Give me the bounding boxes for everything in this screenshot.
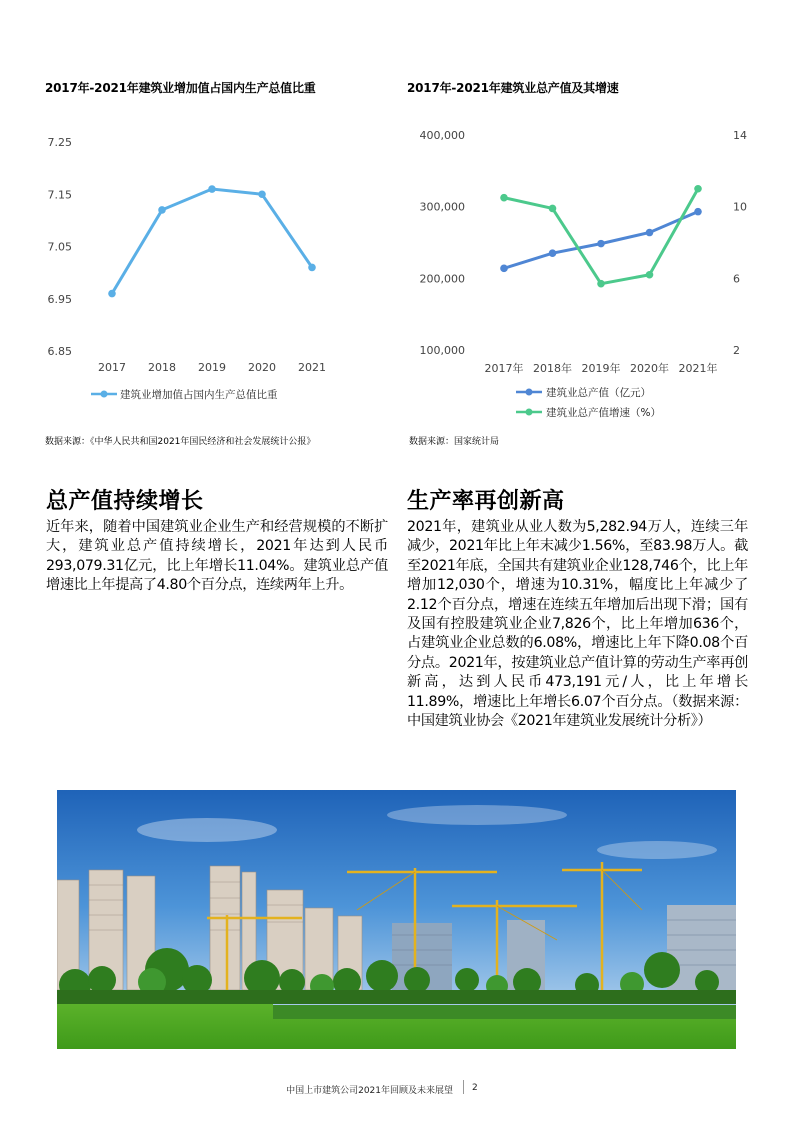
y-tick-label-left: 200,000 (419, 272, 465, 286)
y-tick-label-right: 2 (733, 344, 740, 357)
y-tick-label-right: 10 (733, 200, 747, 214)
data-point (694, 185, 702, 193)
legend-label: 建筑业增加值占国内生产总值比重 (120, 389, 278, 401)
y-tick-label: 6.95 (47, 292, 72, 306)
y-tick-label: 7.15 (47, 188, 72, 202)
x-tick-label: 2020年 (630, 362, 669, 375)
data-point (500, 194, 508, 202)
chart-title-gdp-share: 2017年-2021年建筑业增加值占国内生产总值比重 (45, 81, 316, 95)
section-heading-productivity: 生产率再创新高 (407, 489, 565, 514)
x-tick-label: 2018 (148, 361, 176, 374)
section-heading-output: 总产值持续增长 (46, 489, 204, 514)
y-tick-label-left: 400,000 (419, 129, 465, 142)
source-note-right: 数据来源：国家统计局 (409, 437, 500, 447)
legend-marker (526, 389, 533, 396)
x-tick-label: 2017年 (484, 362, 524, 375)
data-point (694, 208, 702, 216)
y-tick-label-left: 100,000 (419, 344, 465, 357)
legend-marker (526, 409, 533, 416)
series-line-growth (504, 189, 698, 284)
legend-label: 建筑业总产值（亿元） (546, 387, 651, 399)
data-point (549, 249, 557, 257)
section-body-output: 近年来，随着中国建筑业企业生产和经营规模的不断扩大，建筑业总产值持续增长，2021年达到人民币293,079.31亿元，比上年增长11.04%。建筑业总产值增速比上年提高了4.80个百分点，连续两年上升。 (46, 519, 388, 594)
y-tick-label-right: 6 (733, 272, 740, 286)
chart-title-output-growth: 2017年-2021年建筑业总产值及其增速 (407, 81, 619, 95)
legend-label: 建筑业总产值增速（%） (546, 407, 661, 419)
page-number: 2 (472, 1083, 478, 1093)
data-point (646, 229, 654, 237)
data-point (500, 265, 508, 273)
y-tick-label-left: 300,000 (419, 200, 465, 214)
x-tick-label: 2018年 (533, 362, 572, 375)
data-point (597, 280, 605, 288)
y-tick-label: 7.05 (47, 240, 72, 254)
x-tick-label: 2019年 (581, 362, 621, 375)
output-growth-line-chart (0, 0, 793, 460)
section-body-productivity: 2021年，建筑业从业人数为5,282.94万人，连续三年减少，2021年比上年末减少1.56%，至83.98万人。截至2021年底，全国共有建筑业企业128,746个，比上年增加12,030个，增速为10.31%，幅度比上年减少了2.12个百分点，增速在连续五年增加后出现下滑；国有及国有控股建筑业企业7,826个，比上年增加636个，占建筑业企业总数的6.08%，增速比上年下降0.08个百分点。2021年，按建筑业总产值计算的劳动生产率再创新高，达到人民币473,191元/人，比上年增长11.89%，增速比上年增长6.07个百分点。（数据来源：中国建筑业协会《2021年建筑业发展统计分析》） (407, 519, 748, 730)
x-tick-label: 2021年 (678, 362, 718, 375)
x-tick-label: 2017 (98, 361, 126, 374)
x-tick-label: 2020 (248, 361, 276, 374)
y-tick-label: 7.25 (47, 136, 72, 149)
data-point (646, 271, 654, 279)
source-note-left: 数据来源：《中华人民共和国2021年国民经济和社会发展统计公报》 (45, 437, 316, 447)
y-tick-label: 6.85 (47, 345, 72, 358)
data-point (597, 240, 605, 248)
y-tick-label-right: 14 (733, 129, 747, 142)
x-tick-label: 2021 (298, 361, 326, 374)
construction-site-photo (57, 790, 736, 1049)
data-point (549, 205, 557, 213)
x-tick-label: 2019 (198, 361, 226, 374)
footer-divider (463, 1080, 464, 1094)
footer-title: 中国上市建筑公司2021年回顾及未来展望 (286, 1086, 453, 1096)
